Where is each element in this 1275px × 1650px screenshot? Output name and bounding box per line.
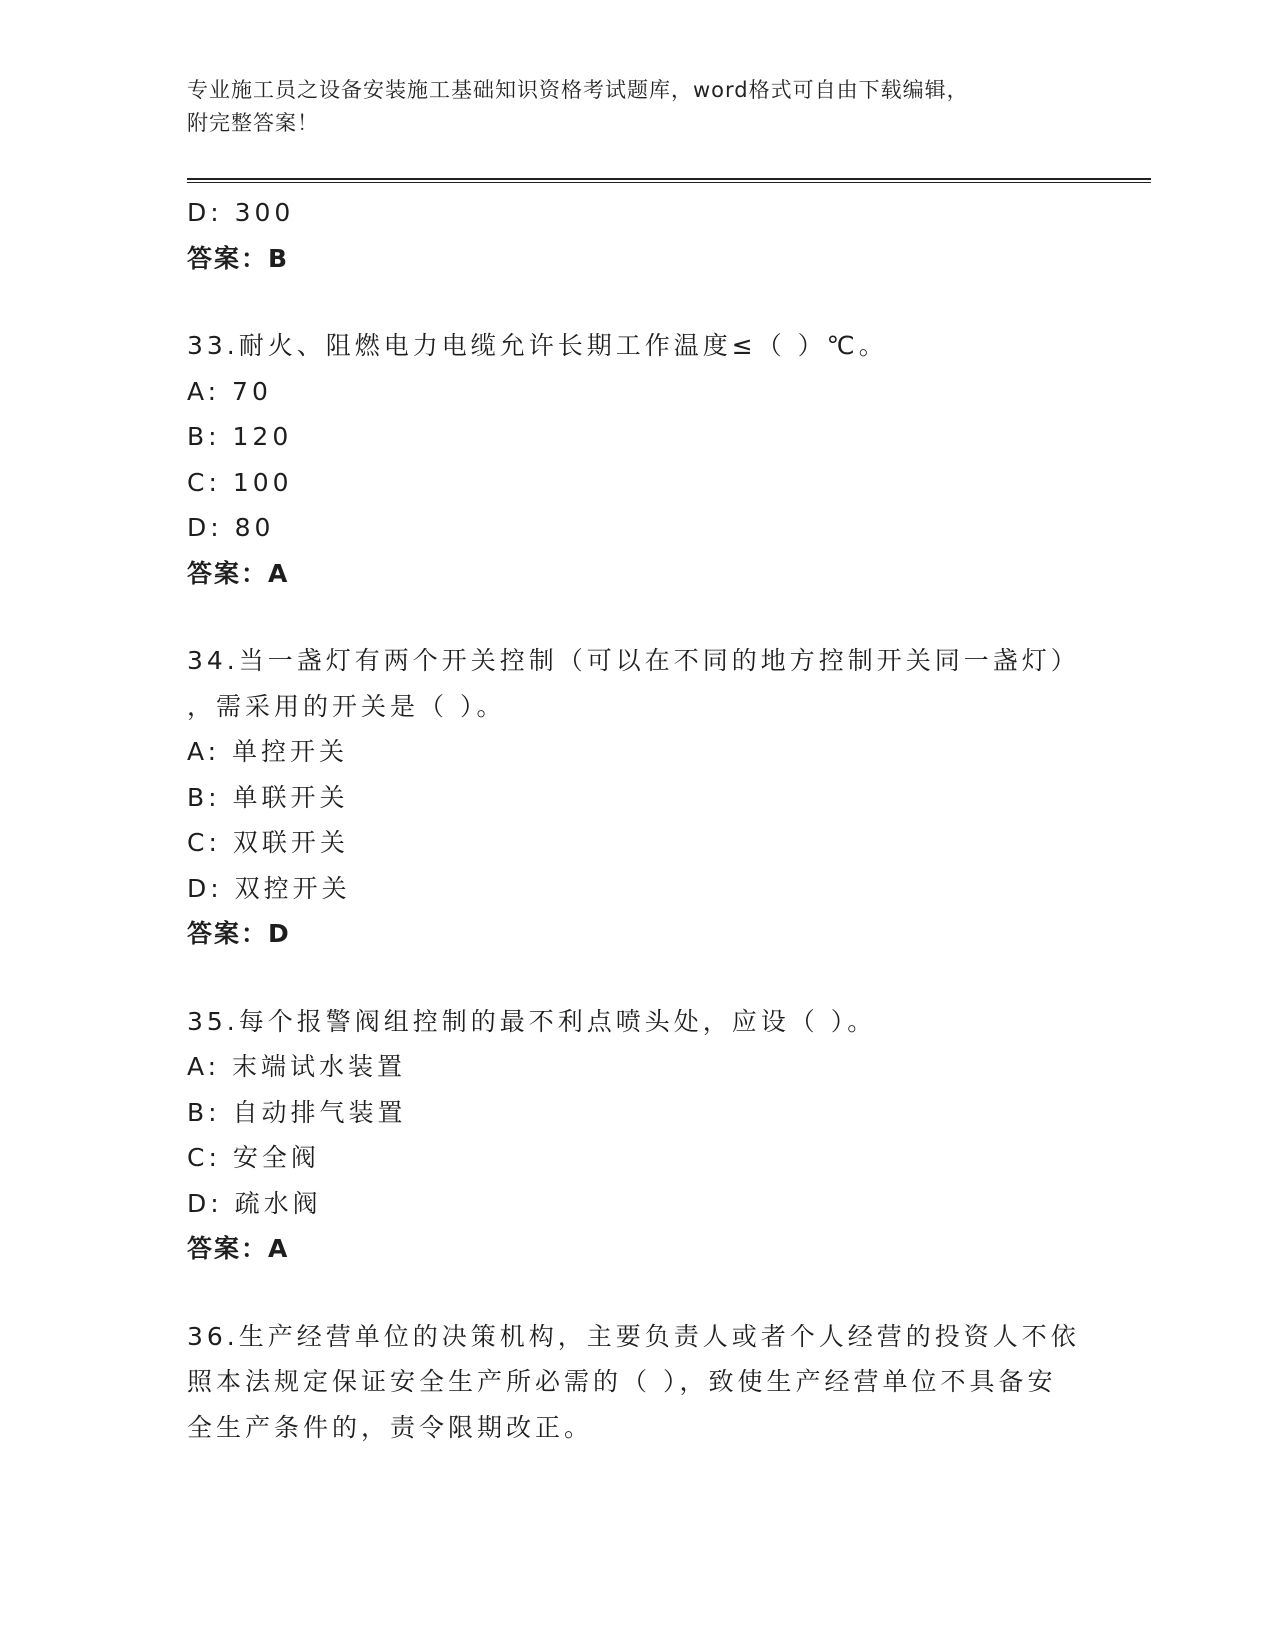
option-c: C: 安全阀 (187, 1143, 320, 1172)
question-stem (187, 999, 1087, 1045)
header-line-1: 专业施工员之设备安装施工基础知识资格考试题库，word格式可自由下载编辑， (187, 78, 969, 102)
question-stem-line: 34.当一盏灯有两个开关控制（可以在不同的地方控制开关同一盏灯） (187, 646, 1080, 675)
question-stem (187, 1314, 1087, 1451)
question-stem-line: 全生产条件的，责令限期改正。 (187, 1412, 594, 1442)
spacer (187, 1272, 1087, 1314)
option-d: D: 双控开关 (187, 873, 351, 903)
question-stem (187, 638, 1087, 729)
option-b: B: 单联开关 (187, 782, 349, 812)
question-stem-line: 33.耐火、阻燃电力电缆允许长期工作温度≤（ ）℃。 (187, 331, 888, 360)
answer-line: 答案：A (187, 1234, 290, 1263)
answer-line: 答案：A (187, 558, 290, 588)
option-c: C: 双联开关 (187, 828, 349, 857)
option-a: A: 末端试水装置 (187, 1052, 407, 1081)
header-divider (187, 178, 1151, 183)
question-stem-line: 照本法规定保证安全生产所必需的（ ），致使生产经营单位不具备安 (187, 1367, 1057, 1396)
option-d: D: 疏水阀 (187, 1188, 322, 1218)
option-a: A: 单控开关 (187, 737, 349, 766)
page-header (187, 74, 1087, 140)
option-c: C: 100 (187, 467, 293, 497)
answer-line: 答案：B (187, 243, 290, 273)
spacer (187, 281, 1087, 323)
option-b: B: 120 (187, 422, 293, 451)
question-block (187, 323, 1087, 596)
option-b: B: 自动排气装置 (187, 1097, 407, 1127)
answer-line: 答案：D (187, 919, 291, 948)
question-stem-line: ，需采用的开关是（ ）。 (187, 691, 506, 721)
spacer (187, 596, 1087, 638)
question-stem-line: 36.生产经营单位的决策机构，主要负责人或者个人经营的投资人不依 (187, 1321, 1080, 1351)
question-block (187, 1314, 1087, 1451)
question-content (187, 190, 1087, 1450)
spacer (187, 957, 1087, 999)
option-d: D: 300 (187, 198, 295, 227)
question-block (187, 638, 1087, 957)
header-line-2: 附完整答案！ (187, 111, 319, 135)
question-stem (187, 323, 1087, 369)
option-a: A: 70 (187, 376, 272, 406)
question-stem-line: 35.每个报警阀组控制的最不利点喷头处，应设（ ）。 (187, 1006, 877, 1036)
option-d: D: 80 (187, 513, 275, 542)
question-block (187, 999, 1087, 1272)
